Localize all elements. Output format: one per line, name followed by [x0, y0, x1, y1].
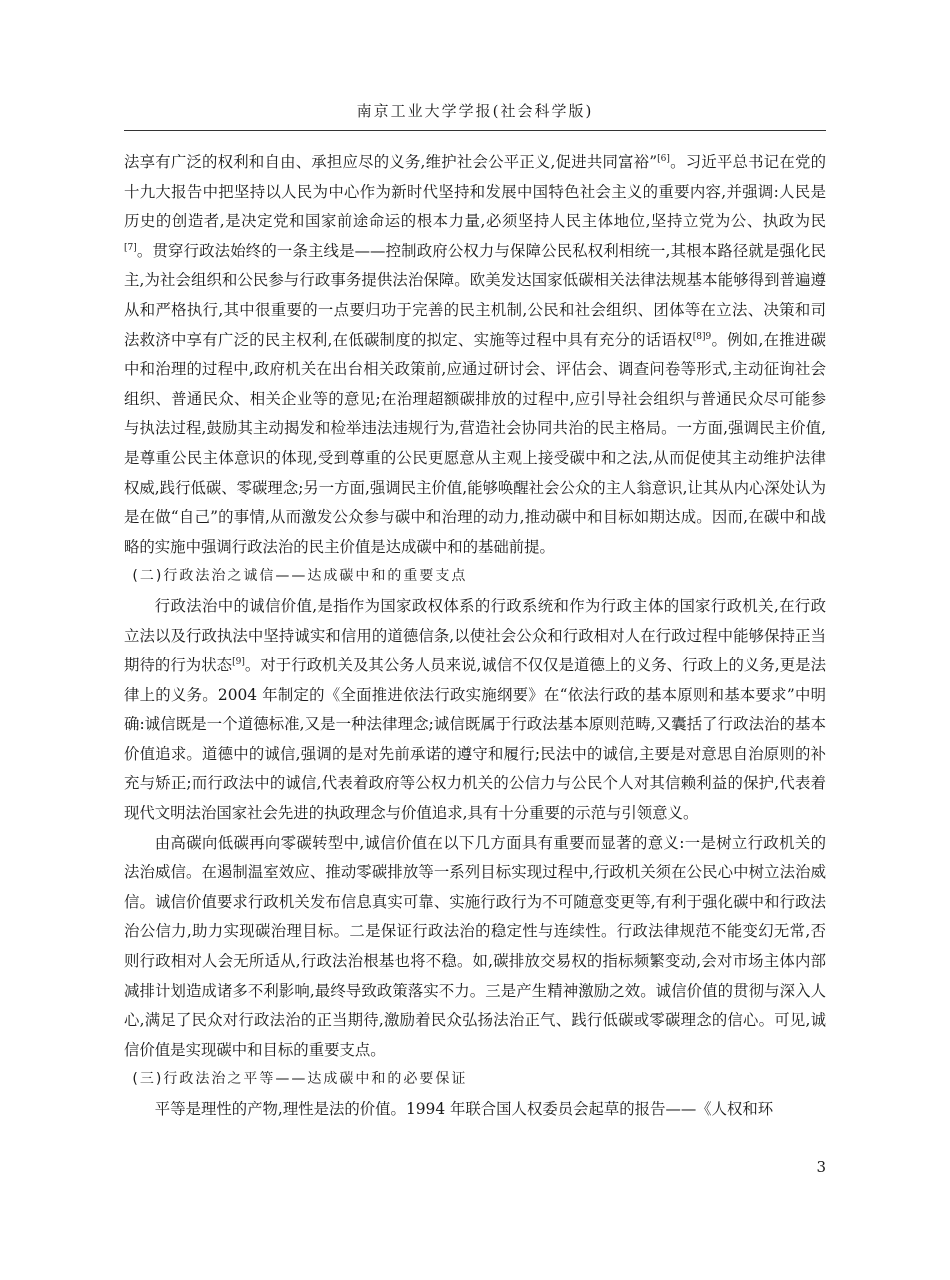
text-run: 。习近平总书记在党的十九大报告中把坚持以人民为中心作为新时代坚持和发展中国特色社会主义的重要内容,并强调:人民是历史的创造者,是决定党和国家前途命运的根本力量,必须坚持人民主体地位,坚持立党为公、执政为民 — [124, 153, 826, 231]
citation-ref: [8]9 — [692, 331, 712, 342]
article-body — [124, 148, 826, 1125]
paragraph-equality: 平等是理性的产物,理性是法的价值。1994 年联合国人权委员会起草的报告——《人权和环 — [154, 1100, 774, 1118]
text-run: 。对于行政机关及其公务人员来说,诚信不仅仅是道德上的义务、行政上的义务,更是法律上的义务。2004 年制定的《全面推进依法行政实施纲要》在“依法行政的基本原则和基本要求”中明确:诚信既是一个道德标准,又是一种法律理念;诚信既属于行政法基本原则范畴,又囊括了行政法治的基本价值追求。道德中的诚信,强调的是对先前承诺的遵守和履行;民法中的诚信,主要是对意思自治原则的补充与矫正;而行政法中的诚信,代表着政府等公权力机关的公信力与公民个人对其信赖利益的保护,代表着现代文明法治国家社会先进的执政理念与价值追求,具有十分重要的示范与引领意义。 — [124, 656, 826, 823]
journal-title: 南京工业大学学报(社会科学版) — [356, 102, 594, 120]
paragraph-integrity-significance: 由高碳向低碳再向零碳转型中,诚信价值在以下几方面具有重要而显著的意义:一是树立行政机关的法治威信。在遏制温室效应、推动零碳排放等一系列目标实现过程中,行政机关须在公民心中树立法治威信。诚信价值要求行政机关发布信息真实可靠、实施行政行为不可随意变更等,有利于强化碳中和行政法治公信力,助力实现碳治理目标。二是保证行政法治的稳定性与连续性。行政法律规范不能变幻无常,否则行政相对人会无所适从,行政法治根基也将不稳。如,碳排放交易权的指标频繁变动,会对市场主体内部减排计划造成诸多不利影响,最终导致政策落实不力。三是产生精神激励之效。诚信价值的贯彻与深入人心,满足了民众对行政法治的正当期待,激励着民众弘扬法治正气、践行低碳或零碳理念的信心。可见,诚信价值是实现碳中和目标的重要支点。 — [124, 833, 826, 1059]
citation-ref: [9] — [232, 656, 245, 667]
citation-ref: [6] — [657, 153, 670, 164]
text-run: 行政法治中的诚信价值,是指作为国家政权体系的行政系统和作为行政主体的国家行政机关,在行政立法以及行政执法中坚持诚实和信用的道德信条,以使社会公众和行政相对人在行政过程中能够保持正当期待的行为状态 — [124, 596, 826, 675]
citation-ref: [7] — [124, 242, 137, 253]
journal-header — [124, 100, 826, 131]
paragraph-democracy — [124, 148, 826, 562]
text-run: 法享有广泛的权利和自由、承担应尽的义务,维护社会公平正义,促进共同富裕” — [124, 153, 658, 171]
text-run: 。贯穿行政法始终的一条主线是——控制政府公权力与保障公民私权利相统一,其根本路径就是强化民主,为社会组织和公民参与行政事务提供法治保障。欧美发达国家低碳相关法律法规基本能够得到普遍遵从和严格执行,其中很重要的一点要归功于完善的民主机制,公民和社会组织、团体等在立法、决策和司法救济中享有广泛的民主权利,在低碳制度的拟定、实施等过程中具有充分的话语权 — [124, 241, 826, 349]
text-run: 。例如,在推进碳中和治理的过程中,政府机关在出台相关政策前,应通过研讨会、评估会、调查问卷等形式,主动征询社会组织、普通民众、相关企业等的意见;在治理超额碳排放的过程中,应引导社会组织与普通民众尽可能参与执法过程,鼓励其主动揭发和检举违法违规行为,营造社会协同共治的民主格局。一方面,强调民主价值,是尊重公民主体意识的体现,受到尊重的公民更愿意从主观上接受碳中和之法,从而促使其主动维护法律权威,践行低碳、零碳理念;另一方面,强调民主价值,能够唤醒社会公众的主人翁意识,让其从内心深处认为是在做“自己”的事情,从而激发公众参与碳中和治理的动力,推动碳中和目标如期达成。因而,在碳中和战略的实施中强调行政法治的民主价值是达成碳中和的基础前提。 — [124, 330, 826, 556]
paragraph-integrity-definition — [124, 592, 826, 829]
page-number: 3 — [816, 1158, 826, 1176]
section-heading-integrity: (二)行政法治之诚信——达成碳中和的重要支点 — [132, 568, 468, 585]
section-heading-equality: (三)行政法治之平等——达成碳中和的必要保证 — [132, 1071, 468, 1088]
